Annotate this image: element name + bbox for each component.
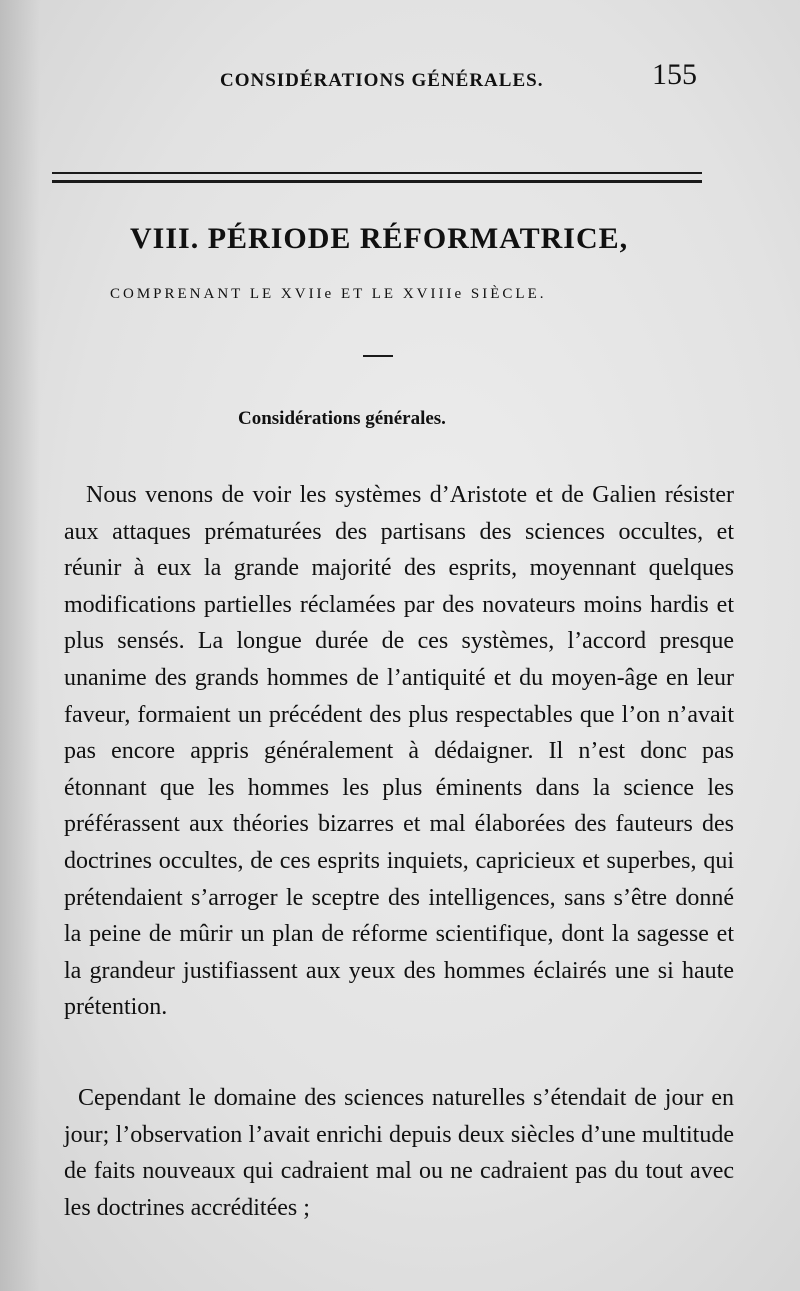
paragraph-2: Cependant le domaine des sciences naturelles s’étendait de jour en jour; l’observation l’avait enrichi depuis deux siècles d’une multitude de faits nouveaux qui cadraient mal ou ne cadraient pas du tout avec les doctrines accréditées ; — [64, 1085, 734, 1221]
period-subtitle: COMPRENANT LE XVIIe ET LE XVIIIe SIÈCLE. — [110, 286, 547, 302]
double-rule-bottom — [52, 180, 702, 183]
period-title: VIII. PÉRIODE RÉFORMATRICE, — [130, 222, 629, 255]
paragraph-1: Nous venons de voir les systèmes d’Aristote et de Galien résister aux attaques prématurées des partisans des sciences occultes, et réunir à eux la grande majorité des esprits, moyennant quelques modifications partielles réclamées par des novateurs moins hardis et plus sensés. La longue durée de ces systèmes, l’accord presque unanime des grands hommes de l’antiquité et du moyen-âge en leur faveur, formaient un précédent des plus respectables que l’on n’avait pas encore appris généralement à dédaigner. Il n’est donc pas étonnant que les hommes les plus éminents dans la science les préférassent aux théories bizarres et mal élaborées des fauteurs des doctrines occultes, de ces esprits inquiets, capricieux et superbes, qui prétendaient s’arroger le sceptre des intelligences, sans s’être donné la peine de mûrir un plan de réforme scientifique, dont la sagesse et la grandeur justifiassent aux yeux des hommes éclairés une si haute prétention. — [64, 482, 734, 1021]
double-rule-top — [52, 172, 702, 174]
page-edge-shadow — [0, 0, 40, 1291]
running-head: CONSIDÉRATIONS GÉNÉRALES. — [220, 70, 544, 91]
section-heading: Considérations générales. — [238, 408, 446, 429]
page-number: 155 — [652, 58, 697, 91]
section-divider — [363, 355, 393, 357]
